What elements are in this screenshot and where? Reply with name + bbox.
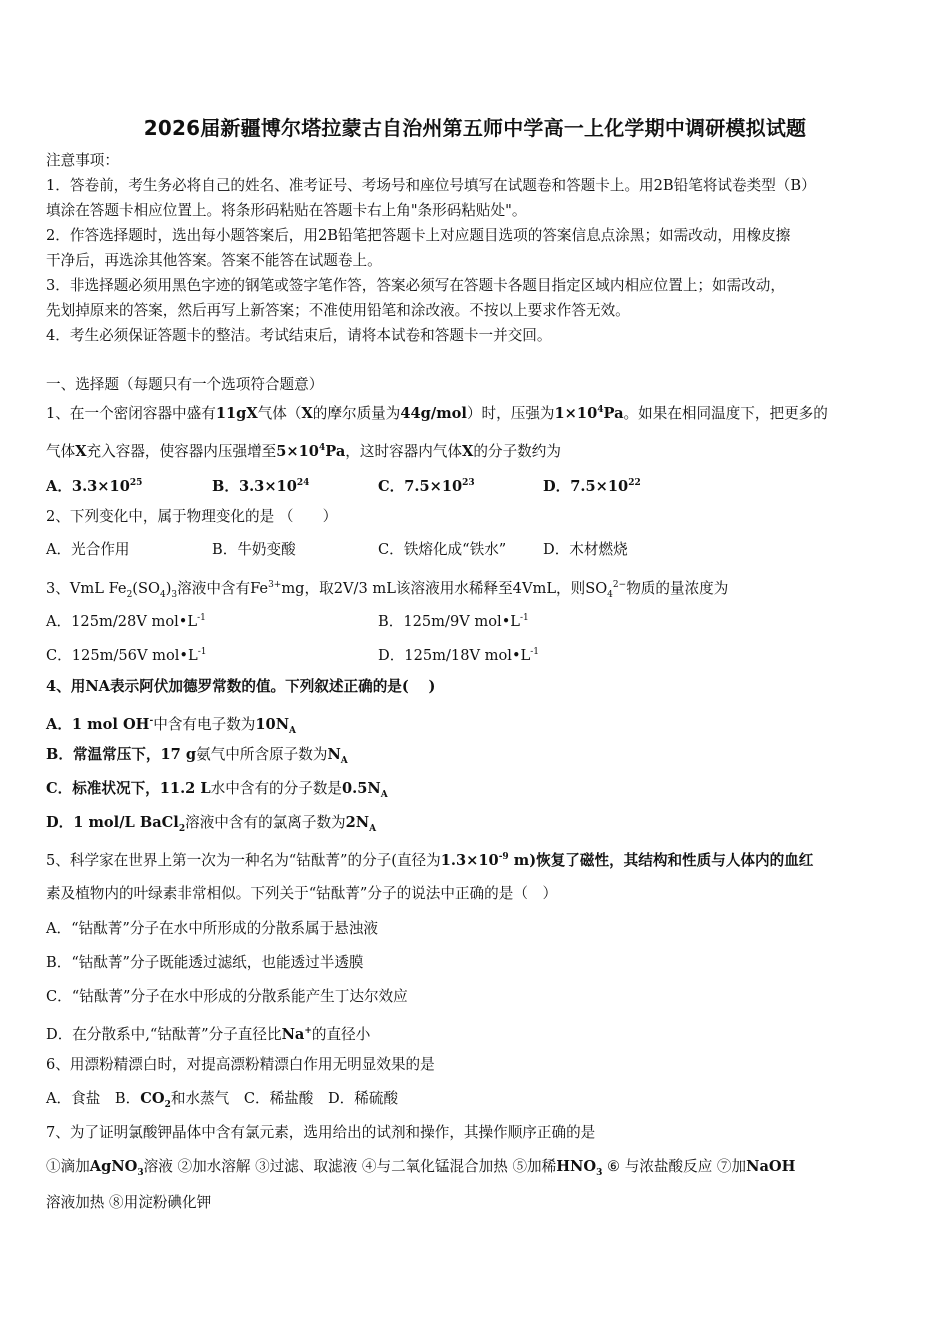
- question-4-option-d: D．1 mol/L BaCl$_2$溶液中含有的氯离子数为$2N_A$: [46, 814, 377, 834]
- question-1-option-c: C．$7.5\times 10^{23}$: [378, 477, 475, 495]
- notes-line: 先划掉原来的答案，然后再写上新答案；不准使用铅笔和涂改液。不按以上要求作答无效。: [46, 302, 630, 319]
- notes-line: 2．作答选择题时，选出每小题答案后，用2B铅笔把答题卡上对应题目选项的答案信息点涂黑；如需改动，用橡皮擦: [46, 227, 791, 244]
- question-2-stem: 2、下列变化中，属于物理变化的是 （ ）: [46, 508, 338, 525]
- notes-line: 干净后，再选涂其他答案。答案不能答在试题卷上。: [46, 252, 382, 269]
- notes-line: 3．非选择题必须用黑色字迹的钢笔或签字笔作答，答案必须写在答题卡各题目指定区域内相应位置上；如需改动，: [46, 277, 785, 294]
- question-6-options: A．食盐 B．$CO_2$和水蒸气 C．稀盐酸 D．稀硫酸: [46, 1090, 399, 1110]
- notes-line: 4．考生必须保证答题卡的整洁。考试结束后，请将本试卷和答题卡一并交回。: [46, 327, 552, 344]
- question-4-option-a: A．1 mol OH-中含有电子数为$10N_A$: [46, 715, 297, 736]
- question-1-option-d: D．$7.5\times 10^{22}$: [543, 477, 641, 495]
- notes-line: 填涂在答题卡相应位置上。将条形码粘贴在答题卡右上角"条形码粘贴处"。: [46, 202, 527, 219]
- question-1-option-a: A．$3.3\times 10^{25}$: [46, 477, 143, 495]
- question-6-stem: 6、用漂粉精漂白时，对提高漂粉精漂白作用无明显效果的是: [46, 1056, 435, 1073]
- question-2-option-d: D．木材燃烧: [543, 541, 628, 558]
- question-3-option-a: A．125m/28V $mol•L^{-1}$: [46, 612, 206, 630]
- question-7-reagents-cont: 溶液加热 ⑧用淀粉碘化钾: [46, 1194, 212, 1211]
- question-3-option-c: C．125m/56V $mol•L^{-1}$: [46, 646, 207, 664]
- question-5-option-b: B．“钴酞菁”分子既能透过滤纸，也能透过半透膜: [46, 954, 364, 971]
- notes-heading: 注意事项：: [46, 152, 119, 169]
- question-2-option-b: B．牛奶变酸: [212, 541, 296, 558]
- question-5-option-d: D．在分散系中,“钴酞菁”分子直径比Na+的直径小: [46, 1025, 371, 1043]
- section-heading: 一、选择题（每题只有一个选项符合题意）: [46, 376, 324, 393]
- question-1-stem-cont: 气体X充入容器，使容器内压强增至$5\times 10^4Pa$，这时容器内气体X的分子数约为: [46, 442, 561, 460]
- question-7-stem: 7、为了证明氯酸钾晶体中含有氯元素，选用给出的试剂和操作，其操作顺序正确的是: [46, 1124, 596, 1141]
- question-5-stem: 5、科学家在世界上第一次为一种名为“钴酞菁”的分子(直径为$1.3\times 10^{-9}$ m)恢复了磁性，其结构和性质与人体内的血红: [46, 851, 814, 869]
- question-4-option-c: C．标准状况下，11.2 L水中含有的分子数是$0.5N_A$: [46, 780, 388, 800]
- question-2-option-a: A．光合作用: [46, 541, 130, 558]
- question-5-option-a: A．“钴酞菁”分子在水中所形成的分散系属于悬浊液: [46, 920, 378, 937]
- question-1-option-b: B．$3.3\times 10^{24}$: [212, 477, 310, 495]
- question-4-option-b: B．常温常压下，17 g氨气中所含原子数为$N_A$: [46, 746, 348, 766]
- question-1-stem: 1、在一个密闭容器中盛有11gX气体（X的摩尔质量为44g/mol）时，压强为$1\times 10^4Pa$。如果在相同温度下，把更多的: [46, 404, 828, 422]
- notes-line: 1．答卷前，考生务必将自己的姓名、准考证号、考场号和座位号填写在试题卷和答题卡上。用2B铅笔将试卷类型（B）: [46, 177, 816, 194]
- question-3-option-d: D．125m/18V $mol•L^{-1}$: [378, 646, 540, 664]
- question-5-stem-cont: 素及植物内的叶绿素非常相似。下列关于“钴酞菁”分子的说法中正确的是（ ）: [46, 885, 558, 902]
- page-title: 2026届新疆博尔塔拉蒙古自治州第五师中学高一上化学期中调研模拟试题: [143, 116, 807, 140]
- question-5-option-c: C．“钴酞菁”分子在水中形成的分散系能产生丁达尔效应: [46, 988, 408, 1005]
- question-7-reagents: ①滴加AgNO$_3$溶液 ②加水溶解 ③过滤、取滤液 ④与二氧化锰混合加热 ⑤加稀$HNO_3$ ⑥ 与浓盐酸反应 ⑦加NaOH: [46, 1158, 796, 1178]
- question-2-option-c: C．铁熔化成“铁水”: [378, 541, 507, 558]
- question-4-stem: 4、用NA表示阿伏加德罗常数的值。下列叙述正确的是( ): [46, 678, 436, 695]
- question-3-option-b: B．125m/9V $mol•L^{-1}$: [378, 612, 529, 630]
- question-3-stem: 3、VmL $Fe_2(SO_4)_3$溶液中含有$Fe^{3+}mg$，取2V/3 mL该溶液用水稀释至4VmL，则$SO_4^{2-}$物质的量浓度为: [46, 579, 729, 600]
